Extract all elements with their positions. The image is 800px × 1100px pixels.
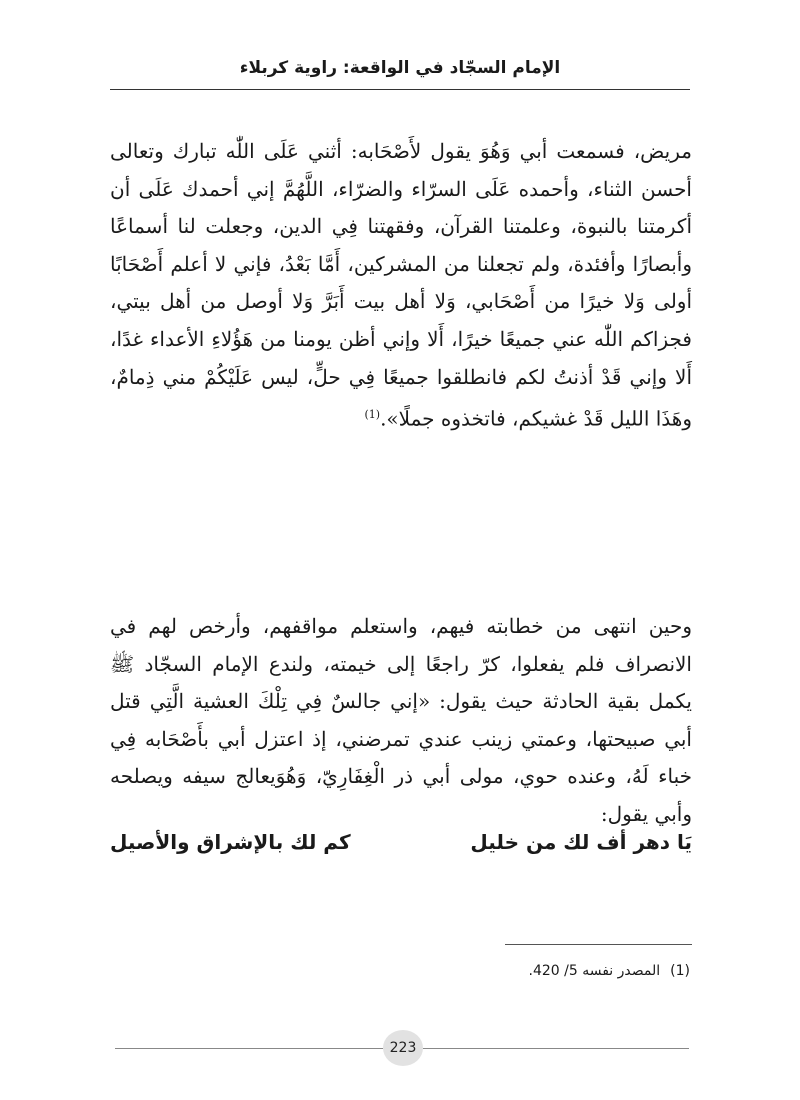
page-number: 223 [383, 1030, 423, 1066]
footnote-reference[interactable]: (1) [364, 408, 381, 422]
poem-hemistich-2: كم لك بالإشراق والأصيل [110, 830, 351, 854]
poem-hemistich-1: يَا دهر أف لك من خليل [470, 830, 692, 854]
poem-verse [110, 830, 692, 854]
paragraph-1-text: مريض، فسمعت أبي وَهُوَ يقول لأَصْحَابه: أثني عَلَى اللّٰه تبارك وتعالى أحسن الثناء، وأحمده عَلَى السرّاء والضرّاء، اللَّهُمَّ إني أحمدك عَلَى أن أكرمتنا بالنبوة، وعلمتنا القرآن، وفقهتنا فِي الدين، وجعلت لنا أسماعًا وأبصارًا وأفئدة، ولم تجعلنا من المشركين، أَمَّا بَعْدُ، فإني لا أعلم أَصْحَابًا أولى وَلا خيرًا من أَصْحَابي، وَلا أهل بيت أَبَرَّ وَلا أوصل من أهل بيتي، فجزاكم اللّٰه عني جميعًا خيرًا، أَلا وإني أظن يومنا من هَؤُلاءِ الأعداء غدًا، أَلا وإني قَدْ أذنتُ لكم فانطلقوا جميعًا فِي حلٍّ، ليس عَلَيْكُمْ مني ذِمامٌ، وهَذَا الليل قَدْ غشيكم، فاتخذوه جملًا». [110, 139, 693, 431]
footnote-number: (1) [670, 963, 690, 979]
footer-line-left [115, 1048, 383, 1049]
paragraph-1 [110, 133, 692, 438]
header-divider [110, 89, 690, 90]
footnote-text: المصدر نفسه 5/ 420. [528, 963, 661, 979]
paragraph-2: وحين انتهى من خطابته فيهم، واستعلم مواقفهم، وأرخص لهم في الانصراف فلم يفعلوا، كرّ راجعًا إلى خيمته، ولندع الإمام السجّاد ﷺ يكمل بقية الحادثة حيث يقول: «إني جالسٌ فِي تِلْكَ العشية الَّتِي قتل أبي صبيحتها، وعمتي زينب عندي تمرضني، إذ اعتزل أبي بأَصْحَابه فِي خباء لَهُ، وعنده حوي، مولى أبي ذر الْغِفَارِيّ، وَهُوَيعالج سيفه ويصلحه وأبي يقول: [110, 614, 692, 826]
footer-line-right [423, 1048, 689, 1049]
running-head-title: الإمام السجّاد في الواقعة: راوية كربلاء [239, 58, 561, 78]
footnote-divider [505, 944, 692, 945]
footnote [400, 963, 690, 979]
